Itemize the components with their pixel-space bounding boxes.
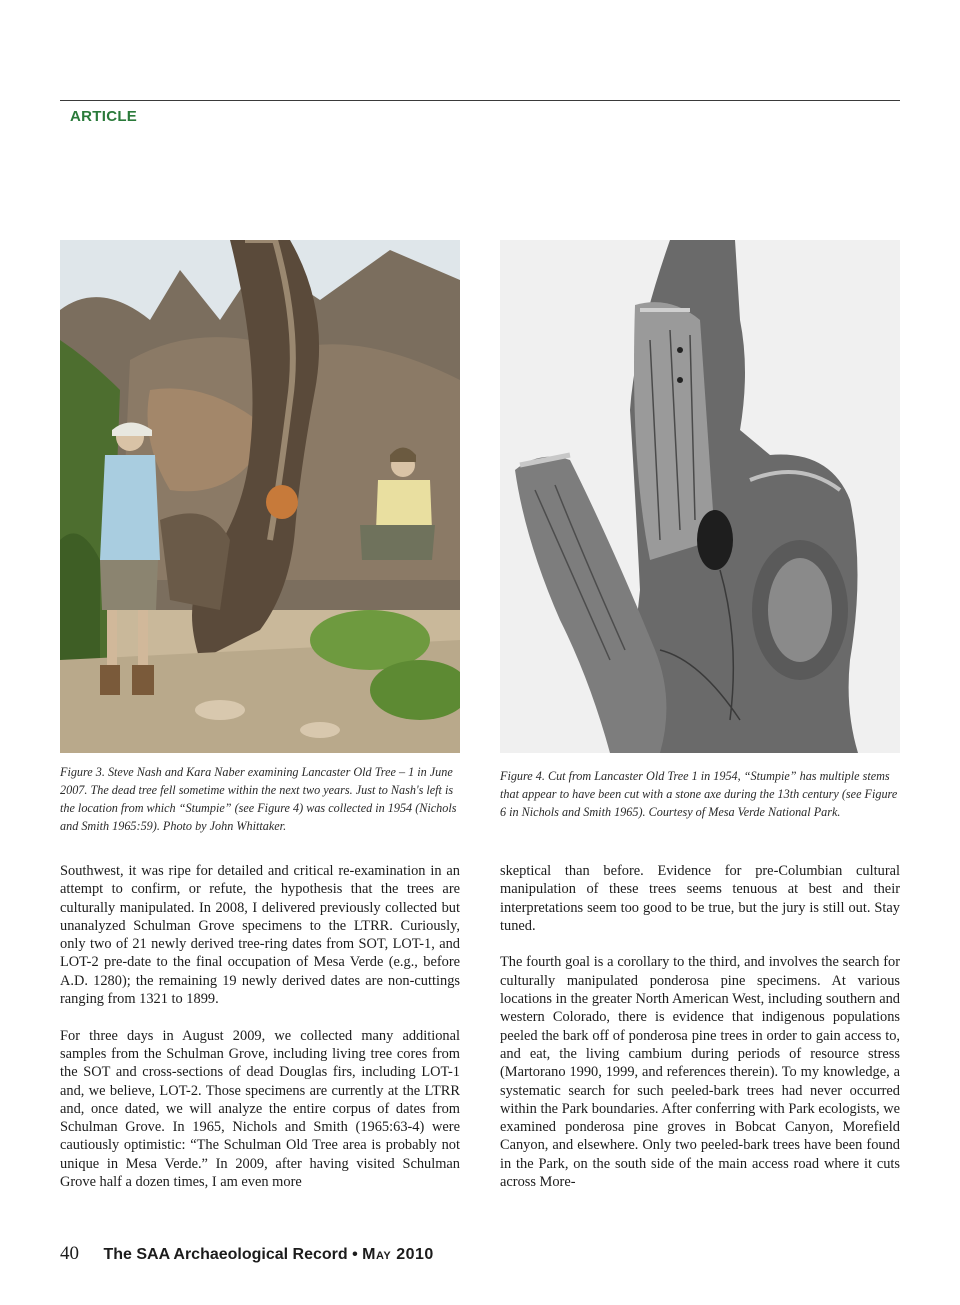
figure-3-photo [60, 240, 460, 753]
footer-separator: • [352, 1246, 358, 1263]
body-column-right [500, 862, 900, 1210]
issue-date: May 2010 [362, 1246, 434, 1263]
section-label: ARTICLE [70, 108, 138, 125]
page-number: 40 [60, 1243, 79, 1264]
page-footer [60, 1243, 434, 1265]
header-rule [60, 100, 900, 101]
figure-4-photo [500, 240, 900, 753]
body-column-left [60, 862, 460, 1210]
body-paragraph: Southwest, it was ripe for detailed and critical re-examination in an attempt to confirm, or refute, the hypothesis that the trees are culturally manipulated. In 2008, I delivered previously collected but unanalyzed Schulman Grove specimens to the LTRR. Curiously, only two of 21 newly derived tree-ring dates from SOT, LOT-1, and LOT-2 pre-date to the final occupation of Mesa Verde (e.g., before A.D. 1280); the remaining 19 newly derived dates are non-cuttings ranging from 1321 to 1899. [60, 863, 460, 1008]
body-paragraph: The fourth goal is a corollary to the third, and involves the search for culturally manipulated ponderosa pine specimens. At various locations in the greater North American West, including southern and western Colorado, there is evidence that indigenous populations peeled the bark off of ponderosa pine trees in order to gain access to, and eat, the living cambium during periods of resource stress (Martorano 1990, 1999, and references therein). To my knowledge, a systematic search for such peeled-bark trees had never occurred within the Park boundaries. After conferring with Park ecologists, we examined ponderosa pine groves in Bobcat Canyon, Morefield Canyon, and elsewhere. Only two peeled-bark trees have been found in the Park, on the south side of the main access road where it cuts across More- [500, 954, 900, 1191]
figure-3-caption: Figure 3. Steve Nash and Kara Naber examining Lancaster Old Tree – 1 in June 2007. The dead tree fell sometime within the next two years. Just to Nash's left is the location from which “Stumpie” (see Figure 4) was collected in 1954 (Nichols and Smith 1965:59). Photo by John Whittaker. [60, 765, 457, 833]
body-paragraph: skeptical than before. Evidence for pre-Columbian cultural manipulation of these trees seems tenuous at best and their interpretations seem too good to be true, but the jury is still out. Stay tuned. [500, 863, 900, 934]
body-paragraph: For three days in August 2009, we collected many additional samples from the Schulman Grove, including living tree cores from the SOT and cross-sections of dead Douglas firs, including LOT-1 and, we believe, LOT-2. Those specimens are currently at the LTRR and, once dated, we will analyze the entire corpus of dates from Schulman Grove. In 1965, Nichols and Smith (1965:63-4) were cautiously optimistic: “The Schulman Old Tree area is probably not unique in Mesa Verde.” In 2009, after having visited Schulman Grove half a dozen times, I am even more [60, 1027, 460, 1191]
journal-title: The SAA Archaeological Record [103, 1246, 348, 1263]
figure-4-caption: Figure 4. Cut from Lancaster Old Tree 1 in 1954, “Stumpie” has multiple stems that appear to have been cut with a stone axe during the 13th century (see Figure 6 in Nichols and Smith 1965). Courtesy of Mesa Verde National Park. [500, 769, 898, 819]
